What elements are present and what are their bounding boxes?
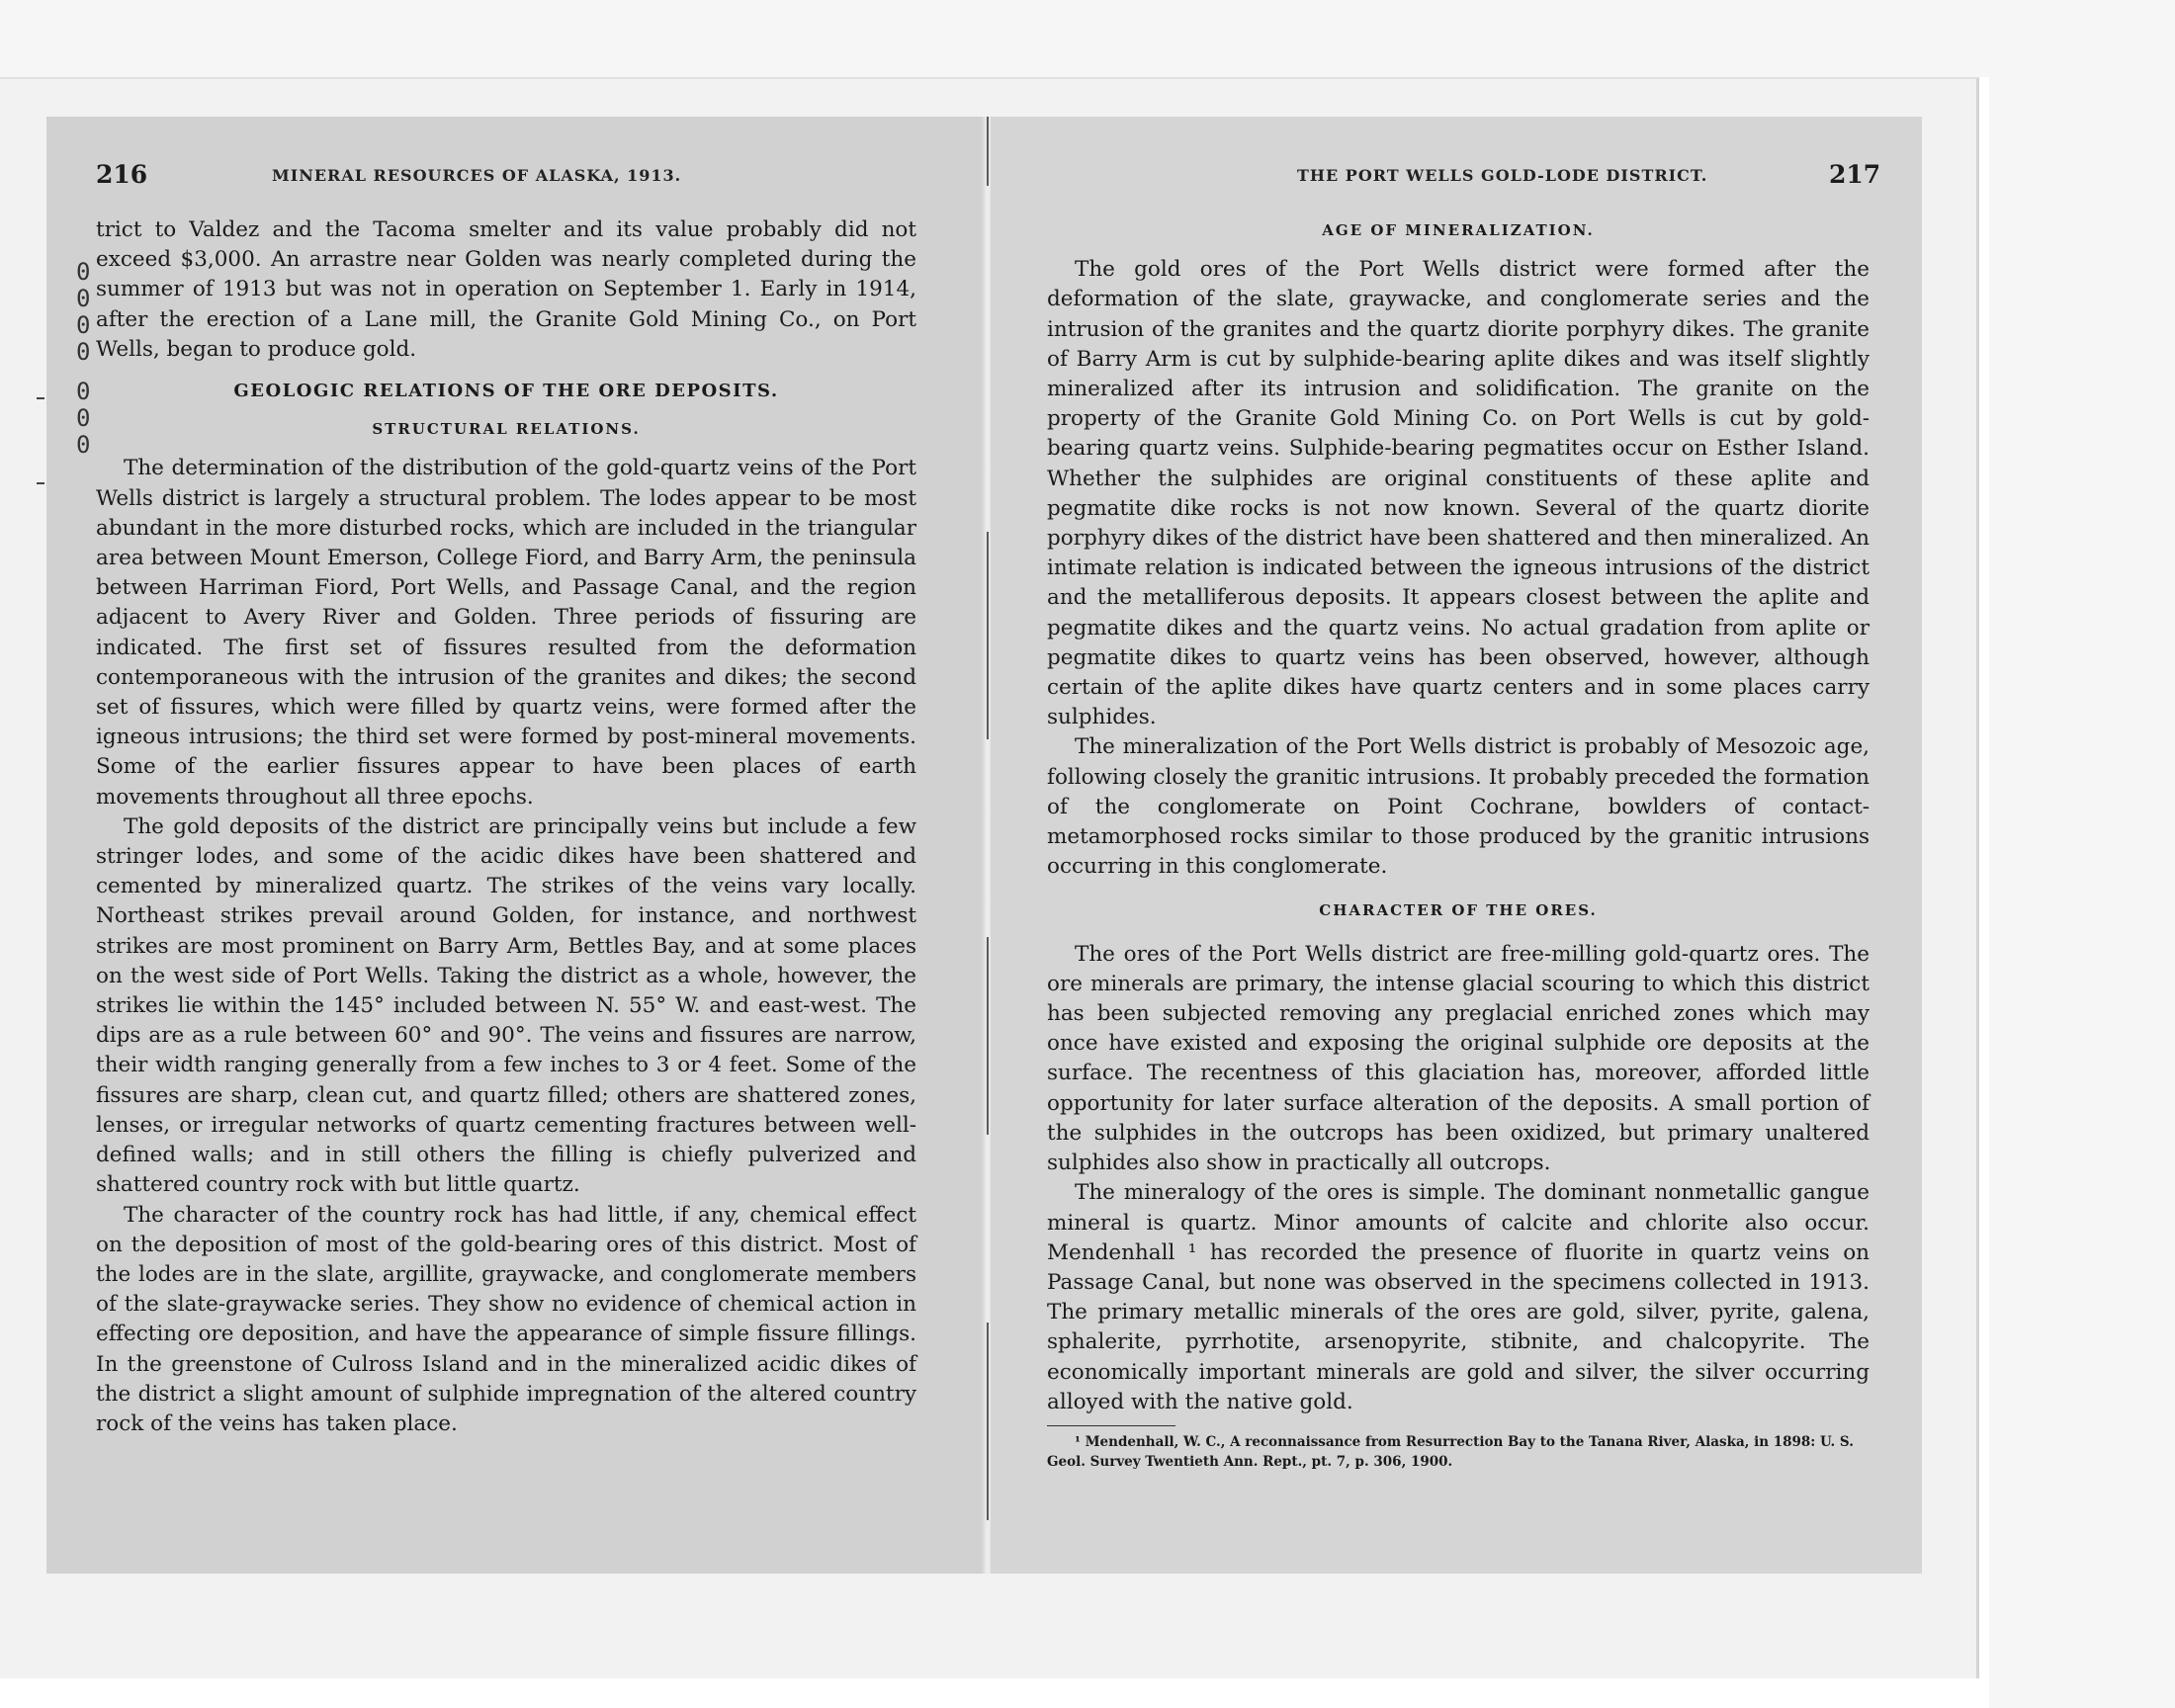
gutter-mark <box>987 937 989 1135</box>
archive-stamp-digit: 0 <box>76 285 91 312</box>
left-page <box>46 117 984 1574</box>
archive-stamp-digit: 0 <box>76 431 91 459</box>
paragraph: The mineralization of the Port Wells district is probably of Mesozoic age, following closely the granitic intrusions. It probably preceded the formation of the conglomerate on Point Cochrane, bowlders of contact-metamorphosed rocks similar to those produced by the granitic intrusions occurring in this conglomerate. <box>1047 734 1870 880</box>
running-head-left: MINERAL RESOURCES OF ALASKA, 1913. <box>272 166 682 185</box>
gutter-mark <box>987 1323 989 1520</box>
right-text-column <box>1047 215 1870 1472</box>
left-text-column <box>96 215 916 1439</box>
scan-top-margin <box>0 0 2175 77</box>
paragraph: The character of the country rock has had little, if any, chemical effect on the deposition of most of the gold-bearing ores of this district. Most of the lodes are in the slate, argillite, graywacke, and conglomerate members of the slate-graywacke series. They show no evidence of chemical action in effecting ore deposition, and have the appearance of simple fissure fillings. In the greenstone of Culross Island and in the mineralized acidic dikes of the district a slight amount of sulphide impregnation of the altered country rock of the veins has taken place. <box>96 1202 916 1436</box>
footnote: ¹ Mendenhall, W. C., A reconnaissance from Resurrection Bay to the Tanana River, Alaska, in 1898: U. S. Geol. Survey Twentieth Ann. Rept., pt. 7, p. 306, 1900. <box>1047 1433 1854 1470</box>
archive-stamp-digit: 0 <box>76 311 91 339</box>
running-head-right: THE PORT WELLS GOLD-LODE DISTRICT. <box>1297 166 1708 185</box>
page-number-right: 217 <box>1829 160 1881 189</box>
page-number-left: 216 <box>96 160 148 189</box>
paragraph: The mineralogy of the ores is simple. The dominant nonmetallic gangue mineral is quartz. Minor amounts of calcite and chlorite also occur. Mendenhall ¹ has recorded the presence of fluorite in quartz veins on Passage Canal, but none was observed in the specimens collected in 1913. The primary metallic minerals of the ores are gold, silver, pyrite, galena, sphalerite, pyrrhotite, arsenopyrite, stibnite, and chalcopyrite. The economically important minerals are gold and silver, the silver occurring alloyed with the native gold. <box>1047 1180 1870 1414</box>
gutter-mark <box>987 117 989 186</box>
archive-stamp-digit: 0 <box>76 338 91 366</box>
scan-mark <box>37 397 44 399</box>
scan-mark <box>37 482 44 484</box>
section-heading: AGE OF MINERALIZATION. <box>1322 221 1595 239</box>
paragraph: The ores of the Port Wells district are free-milling gold-quartz ores. The ore minerals are primary, the intense glacial scouring to which this district has been subjected removing any preglacial enriched zones which may once have existed and exposing the original sulphide ore deposits at the surface. The recentness of this glaciation has, moreover, afforded little opportunity for later surface alteration of the deposits. A small portion of the sulphides in the outcrops has been oxidized, but primary unaltered sulphides also show in practically all outcrops. <box>1047 941 1870 1176</box>
gutter-mark <box>987 532 989 739</box>
footnote-rule <box>1047 1425 1175 1426</box>
section-heading: GEOLOGIC RELATIONS OF THE ORE DEPOSITS. <box>233 381 779 402</box>
archive-stamp-digit: 0 <box>76 378 91 405</box>
scan-right-margin <box>1989 0 2175 1708</box>
archive-stamp-digit: 0 <box>76 258 91 286</box>
paragraph: The gold ores of the Port Wells district were formed after the deformation of the slate, graywacke, and conglomerate series and the intrusion of the granites and the quartz diorite porphyry dikes. The granite of Barry Arm is cut by sulphide-bearing aplite dikes and was itself slightly mineralized after its intrusion and solidification. The granite on the property of the Granite Gold Mining Co. on Port Wells is cut by gold-bearing quartz veins. Sulphide-bearing pegmatites occur on Esther Island. Whether the sulphides are original constituents of these aplite and pegmatite dike rocks is not now known. Several of the quartz diorite porphyry dikes of the district have been shattered and then mineralized. An intimate relation is indicated between the igneous intrusions of the district and the metalliferous deposits. It appears closest between the aplite and pegmatite dikes and the quartz veins. No actual gradation from aplite or pegmatite dikes to quartz veins has been observed, however, although certain of the aplite dikes have quartz centers and in some places carry sulphides. <box>1047 257 1870 730</box>
book-spread <box>46 117 1922 1574</box>
paragraph: The gold deposits of the district are principally veins but include a few stringer lodes, and some of the acidic dikes have been shattered and cemented by mineralized quartz. The strikes of the veins vary locally. Northeast strikes prevail around Golden, for instance, and northwest strikes are most prominent on Barry Arm, Bettles Bay, and at some places on the west side of Port Wells. Taking the district as a whole, however, the strikes lie within the 145° included between N. 55° W. and east-west. The dips are as a rule between 60° and 90°. The veins and fissures are narrow, their width ranging generally from a few inches to 3 or 4 feet. Some of the fissures are sharp, clean cut, and quartz filled; others are shattered zones, lenses, or irregular networks of quartz cementing fractures between well-defined walls; and in still others the filling is chiefly pulverized and shattered country rock with but little quartz. <box>96 813 916 1198</box>
section-heading: CHARACTER OF THE ORES. <box>1319 901 1598 920</box>
archive-stamp-digit: 0 <box>76 404 91 432</box>
right-page <box>991 117 1922 1574</box>
subsection-heading: STRUCTURAL RELATIONS. <box>372 420 641 439</box>
paragraph: trict to Valdez and the Tacoma smelter and its value probably did not exceed $3,000. An arrastre near Golden was nearly completed during the summer of 1913 but was not in operation on September 1. Early in 1914, after the erection of a Lane mill, the Granite Gold Mining Co., on Port Wells, began to produce gold. <box>96 217 916 362</box>
paragraph: The determination of the distribution of the gold-quartz veins of the Port Wells district is largely a structural problem. The lodes appear to be most abundant in the more disturbed rocks, which are included in the triangular area between Mount Emerson, College Fiord, and Barry Arm, the peninsula between Harriman Fiord, Port Wells, and Passage Canal, and the region adjacent to Avery River and Golden. Three periods of fissuring are indicated. The first set of fissures resulted from the deformation contemporaneous with the intrusion of the granites and dikes; the second set of fissures, which were filled by quartz veins, were formed after the igneous intrusions; the third set were formed by post-mineral movements. Some of the earlier fissures appear to have been places of earth movements throughout all three epochs. <box>96 456 916 810</box>
